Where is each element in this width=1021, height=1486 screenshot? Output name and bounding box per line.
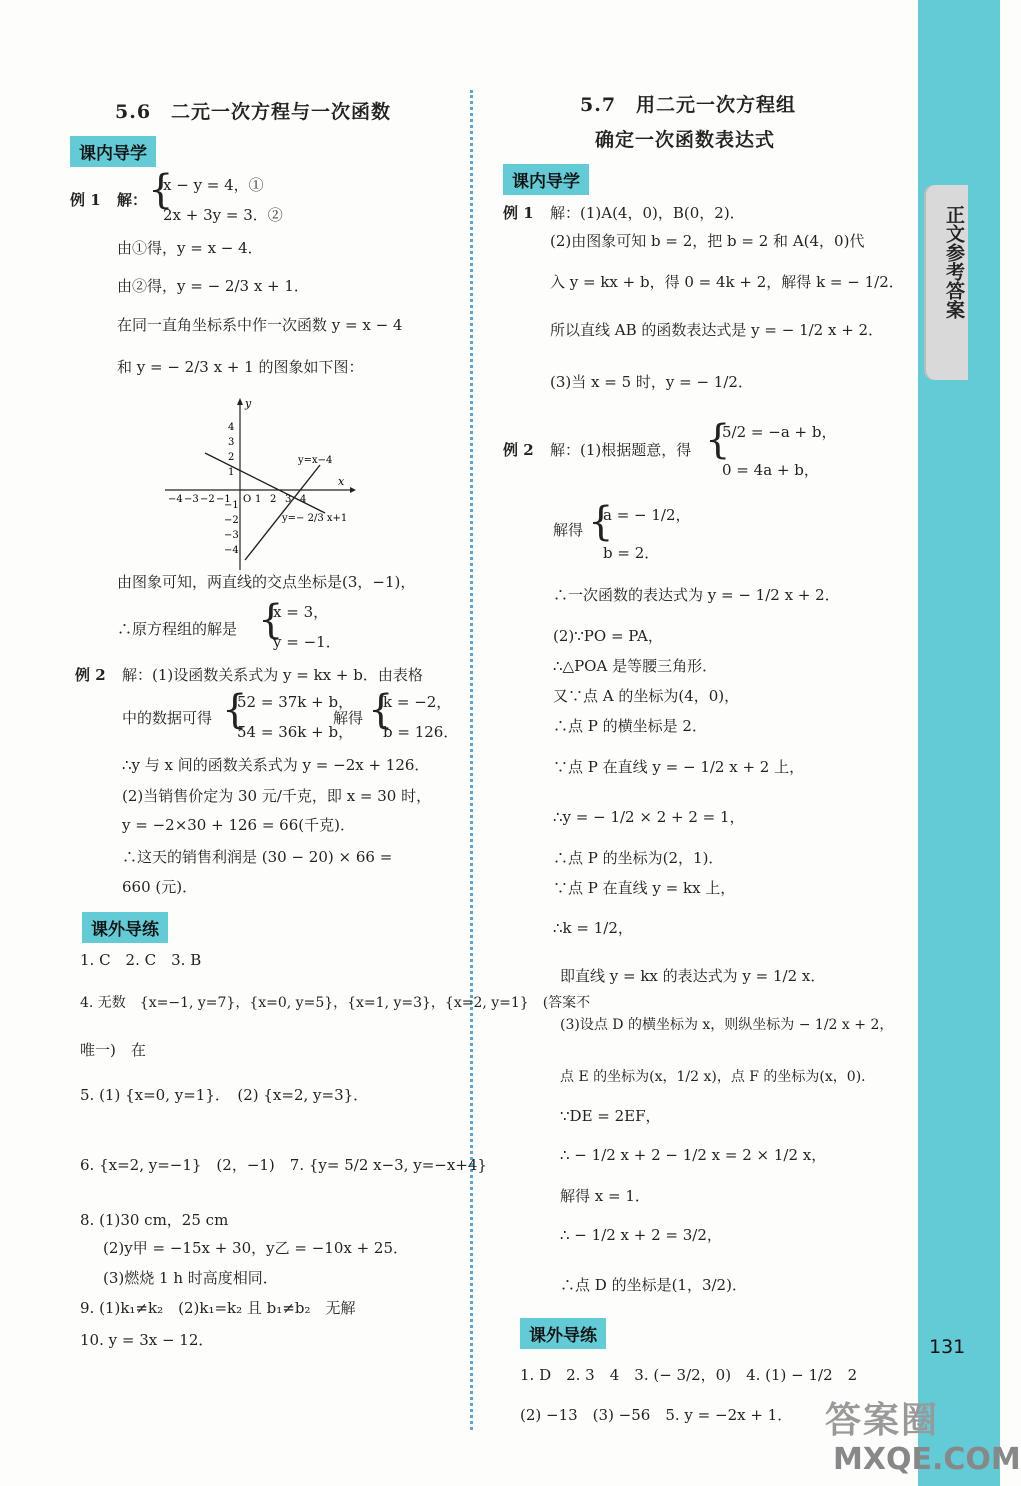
step-line: 解得 x = 1．: [560, 1187, 650, 1205]
answer-line: 唯一) 在: [80, 1041, 146, 1059]
step-line: 入 y = kx + b，得 0 = 4k + 2，解得 k = − 1/2．: [550, 273, 904, 291]
section-title-5-6: 5.6 二元一次方程与一次函数: [115, 101, 392, 123]
y-tick: −3: [224, 530, 239, 541]
step-line: 解：(1)设函数关系式为 y = kx + b．由表格: [122, 666, 423, 684]
y-tick: −4: [224, 545, 239, 556]
section-title-5-7-line2: 确定一次函数表达式: [595, 129, 776, 151]
step-line: (2)∵PO = PA，: [553, 627, 663, 645]
y-tick-labels: [224, 422, 239, 556]
page-number: 131: [929, 1336, 966, 1358]
badge-in-class: 课内导学: [503, 164, 589, 195]
system-result: b = 126．: [383, 723, 459, 741]
step-line: 解：(1)A(4，0)，B(0，2)．: [550, 204, 745, 222]
step-line: 中的数据可得: [122, 709, 213, 727]
y-tick: 4: [228, 422, 235, 433]
answer-tab: [924, 185, 968, 380]
equation-1: x − y = 4，①: [163, 176, 264, 194]
brace: {: [148, 167, 174, 213]
brace: {: [368, 687, 394, 733]
y-tick: 2: [228, 452, 235, 463]
step-line: ∴原方程组的解是: [117, 620, 238, 638]
badge-in-class: 课内导学: [70, 136, 156, 167]
system-result: b = 2．: [603, 544, 660, 562]
step-line: (2)当销售价定为 30 元/千克，即 x = 30 时，: [122, 787, 432, 805]
watermark: [825, 1392, 1021, 1482]
x-tick: 3: [285, 494, 292, 505]
y-axis-arrow: [237, 398, 243, 405]
step-line: ∴ − 1/2 x + 2 = 3/2，: [560, 1226, 722, 1244]
x-tick: 2: [270, 494, 277, 505]
solution-x: x = 3，: [273, 603, 329, 621]
system-result: k = −2，: [383, 693, 452, 711]
step-line: 在同一直角坐标系中作一次函数 y = x − 4: [117, 316, 403, 334]
section-title-5-7-line1: 5.7 用二元一次方程组: [580, 94, 797, 116]
watermark-top: 答案圈: [825, 1399, 940, 1441]
answer-line: (2)y甲 = −15x + 30，y乙 = −10x + 25．: [103, 1239, 409, 1257]
example-2-label: 例 2: [503, 441, 534, 459]
system-eq: 54 = 36k + b，: [237, 723, 354, 741]
function-graph: [160, 395, 360, 575]
y-tick: 3: [228, 437, 235, 448]
step-line: 所以直线 AB 的函数表达式是 y = − 1/2 x + 2．: [550, 321, 884, 339]
equation-2: 2x + 3y = 3．②: [163, 206, 283, 224]
step-line: 和 y = − 2/3 x + 1 的图象如下图：: [117, 358, 364, 376]
step-line: ∴这天的销售利润是 (30 − 20) × 66 =: [122, 848, 393, 866]
step-line: ∵点 P 在直线 y = kx 上，: [553, 879, 736, 897]
answer-tab-label: 正文参考答案: [943, 205, 965, 319]
step-line: ∴ − 1/2 x + 2 − 1/2 x = 2 × 1/2 x，: [560, 1146, 827, 1164]
solution-y: y = −1．: [273, 633, 341, 651]
answer-line: 8. (1)30 cm，25 cm: [80, 1211, 229, 1229]
brace: {: [222, 687, 248, 733]
x-tick: −1: [216, 494, 231, 505]
badge-after-class: 课外导练: [82, 912, 168, 943]
answer-line: 1. C 2. C 3. B: [80, 951, 202, 969]
system-result: a = − 1/2，: [603, 506, 691, 524]
example-1-label: 例 1: [70, 191, 101, 209]
system-eq: 52 = 37k + b，: [237, 693, 354, 711]
line-label-2: y=− 2/3 x+1: [282, 513, 348, 524]
y-tick: −1: [224, 500, 239, 511]
system-eq: 5/2 = −a + b，: [722, 423, 837, 441]
origin-label: O: [243, 494, 252, 505]
step-line: ∴y = − 1/2 × 2 + 2 = 1，: [553, 808, 745, 826]
watermark-bottom: MXQE.COM: [833, 1442, 1021, 1477]
step-line: 即直线 y = kx 的表达式为 y = 1/2 x．: [560, 967, 826, 985]
step-line: ∴y 与 x 间的函数关系式为 y = −2x + 126．: [122, 756, 430, 774]
x-tick: 1: [255, 494, 262, 505]
x-tick: −2: [200, 494, 215, 505]
brace: {: [588, 499, 614, 545]
step-line: ∴一次函数的表达式为 y = − 1/2 x + 2．: [553, 586, 840, 604]
x-tick: −3: [184, 494, 199, 505]
badge-after-class: 课外导练: [520, 1318, 606, 1349]
y-tick: 1: [228, 467, 235, 478]
solve-label: 解：: [117, 191, 148, 209]
brace: {: [258, 597, 284, 643]
line-label-1: y=x−4: [298, 455, 333, 466]
step-line: 由①得，y = x − 4．: [117, 239, 263, 257]
step-line: (3)当 x = 5 时，y = − 1/2．: [550, 373, 753, 391]
answer-line: 5. (1) {x=0, y=1}． (2) {x=2, y=3}．: [80, 1086, 369, 1104]
answer-line: (3)燃烧 1 h 时高度相同．: [103, 1269, 278, 1287]
system-eq: 0 = 4a + b，: [722, 461, 819, 479]
step-line: 解：(1)根据题意，得: [550, 441, 692, 459]
step-line: 点 E 的坐标为(x，1/2 x)，点 F 的坐标为(x，0)．: [560, 1069, 876, 1085]
step-line: 由图象可知，两直线的交点坐标是(3，−1)，: [117, 573, 416, 591]
answer-line: 10. y = 3x − 12．: [80, 1331, 214, 1349]
step-line: ∵点 P 在直线 y = − 1/2 x + 2 上，: [553, 758, 805, 776]
step-line: 由②得，y = − 2/3 x + 1．: [117, 277, 309, 295]
answer-line: 4. 无数 {x=−1, y=7}，{x=0, y=5}，{x=1, y=3}，{x=2, y=1} (答案不: [80, 995, 591, 1011]
y-tick: −2: [224, 515, 239, 526]
x-tick: −4: [168, 494, 183, 505]
axis-label-y: y: [245, 397, 252, 410]
step-line: ∴点 D 的坐标是(1，3/2)．: [560, 1276, 747, 1294]
step-line: (2)由图象可知 b = 2，把 b = 2 和 A(4，0)代: [550, 232, 865, 250]
step-line: 又∵点 A 的坐标为(4，0)，: [553, 687, 740, 705]
answer-line: 9. (1)k₁≠k₂ (2)k₁=k₂ 且 b₁≠b₂ 无解: [80, 1299, 356, 1317]
x-axis-arrow: [350, 487, 356, 493]
step-line: 解得: [333, 709, 364, 727]
step-line: 660 (元)．: [122, 878, 198, 896]
brace: {: [705, 417, 731, 463]
axis-label-x: x: [338, 475, 345, 488]
example-2-label: 例 2: [75, 666, 106, 684]
step-line: ∴点 P 的横坐标是 2．: [553, 717, 707, 735]
x-tick: 4: [300, 494, 307, 505]
step-line: ∵DE = 2EF，: [560, 1107, 661, 1125]
step-line: y = −2×30 + 126 = 66(千克)．: [122, 816, 355, 834]
example-1-label: 例 1: [503, 204, 534, 222]
step-line: ∴△POA 是等腰三角形．: [553, 657, 718, 675]
step-line: ∴点 P 的坐标为(2，1)．: [553, 849, 724, 867]
step-line: ∴k = 1/2，: [553, 919, 633, 937]
answer-line: (2) −13 (3) −56 5. y = −2x + 1．: [520, 1406, 793, 1424]
answer-line: 6. {x=2, y=−1} (2，−1) 7. {y= 5/2 x−3, y=−x+4}: [80, 1156, 487, 1174]
step-line: 解得: [553, 521, 584, 539]
step-line: (3)设点 D 的横坐标为 x，则纵坐标为 − 1/2 x + 2，: [560, 1017, 894, 1033]
answer-line: 1. D 2. 3 4 3. (− 3/2，0) 4. (1) − 1/2 2: [520, 1366, 858, 1384]
column-divider: [470, 90, 473, 1430]
